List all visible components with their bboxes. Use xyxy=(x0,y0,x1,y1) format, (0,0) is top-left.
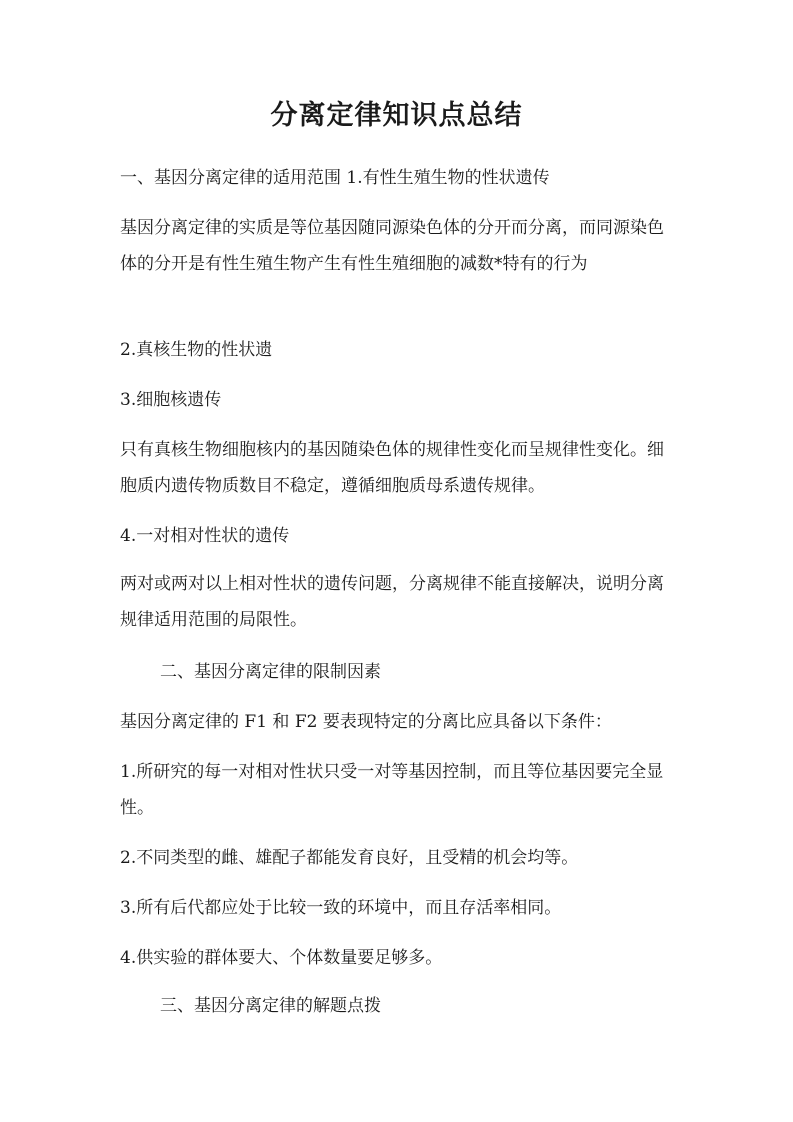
section-heading-tips: 三、基因分离定律的解题点拨 xyxy=(160,996,381,1016)
section-heading-limits: 二、基因分离定律的限制因素 xyxy=(160,662,381,682)
list-item-condition-2: 2.不同类型的雌、雄配子都能发育良好，且受精的机会均等。 xyxy=(120,848,579,868)
list-item-condition-1: 1.所研究的每一对相对性状只受一对等基因控制，而且等位基因要完全显性。 xyxy=(120,762,664,818)
document-title: 分离定律知识点总结 xyxy=(270,100,523,131)
paragraph-essence: 基因分离定律的实质是等位基因随同源染色体的分开而分离，而同源染色体的分开是有性生殖生物产生有性生殖细胞的减数*特有的行为 xyxy=(120,218,664,274)
list-item-one-pair: 4.一对相对性状的遗传 xyxy=(120,526,290,546)
paragraph-limitation: 两对或两对以上相对性状的遗传问题，分离规律不能直接解决，说明分离规律适用范围的局限性。 xyxy=(120,574,664,630)
section-heading-scope: 一、基因分离定律的适用范围 1.有性生殖生物的性状遗传 xyxy=(120,168,550,188)
list-item-eukaryote: 2.真核生物的性状遗 xyxy=(120,340,273,360)
paragraph-nuclear-genes: 只有真核生物细胞核内的基因随染色体的规律性变化而呈规律性变化。细胞质内遗传物质数目不稳定，遵循细胞质母系遗传规律。 xyxy=(120,440,664,496)
list-item-nuclear: 3.细胞核遗传 xyxy=(120,390,222,410)
list-item-condition-3: 3.所有后代都应处于比较一致的环境中，而且存活率相同。 xyxy=(120,898,562,918)
list-item-condition-4: 4.供实验的群体要大、个体数量要足够多。 xyxy=(120,948,443,968)
paragraph-conditions: 基因分离定律的 F1 和 F2 要表现特定的分离比应具备以下条件： xyxy=(120,712,612,732)
